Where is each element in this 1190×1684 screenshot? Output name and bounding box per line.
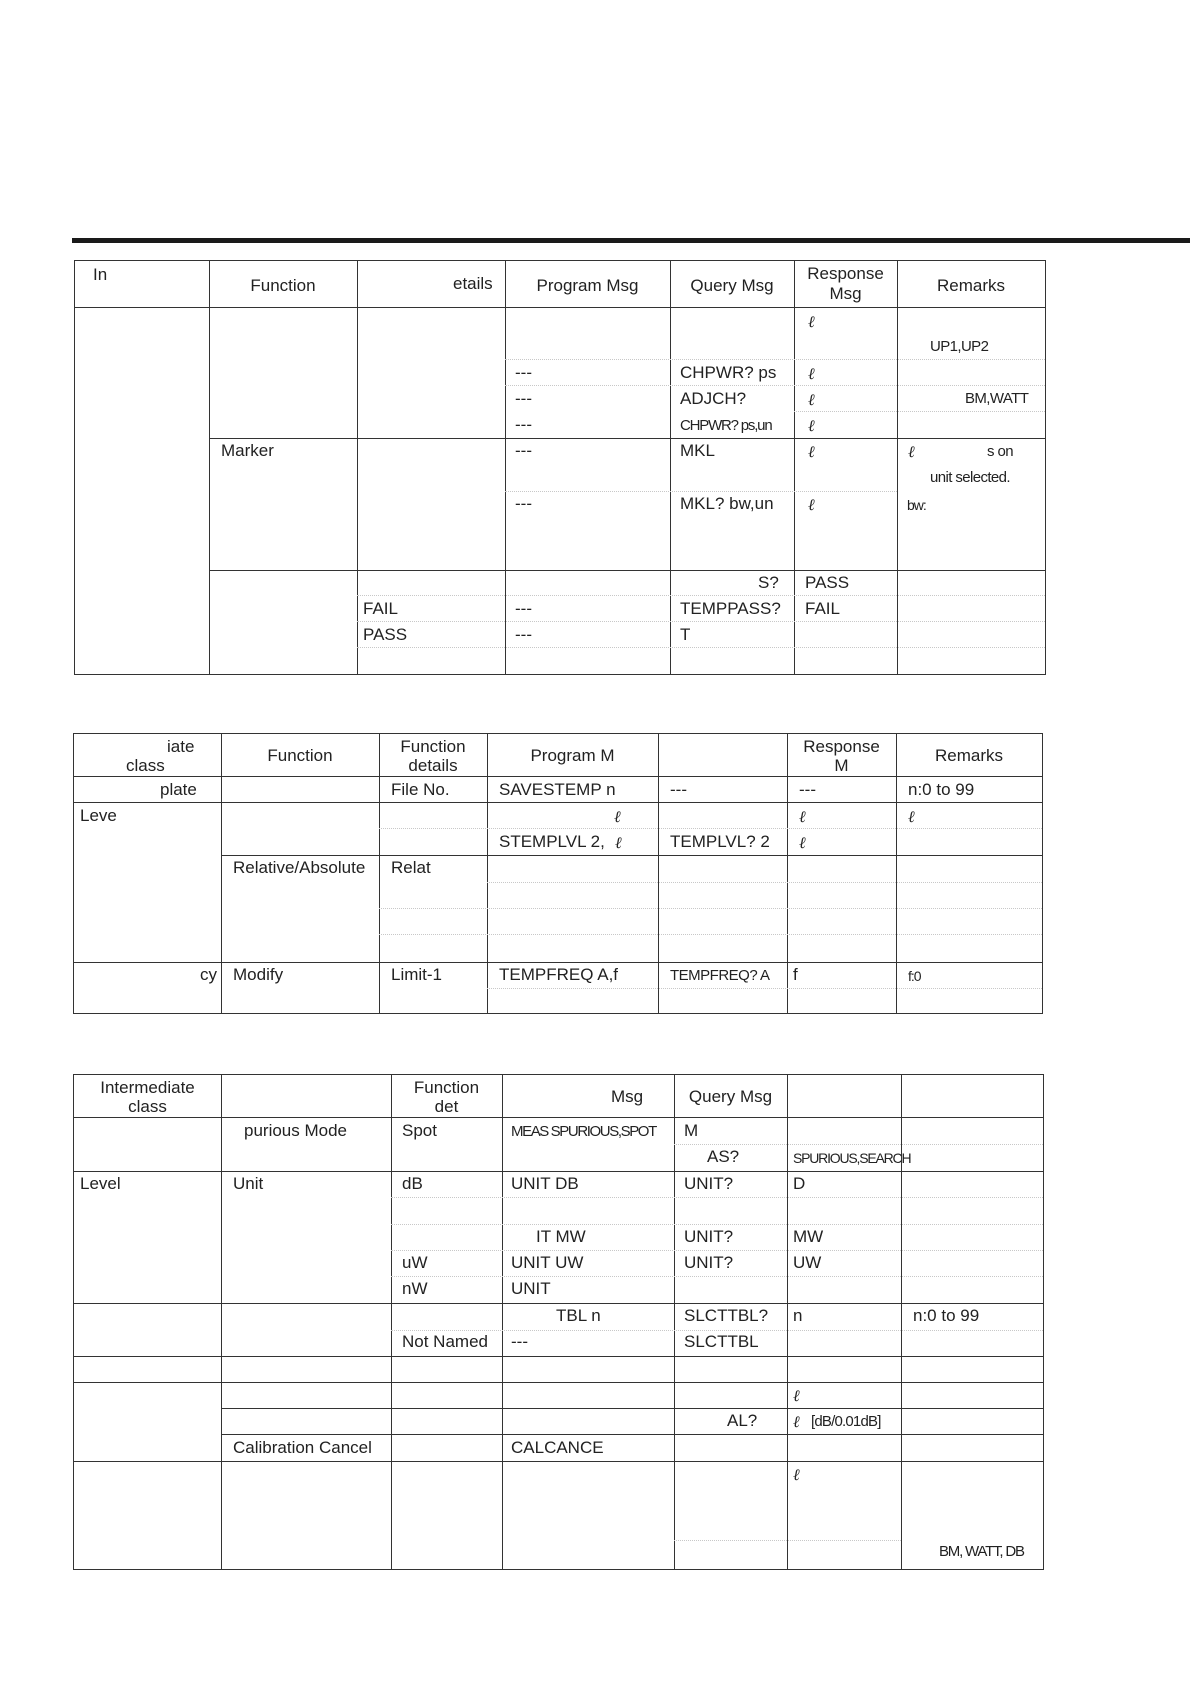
table-cell: ℓ: [808, 390, 815, 409]
header-intermediate-class: In: [93, 265, 108, 284]
table-cell: ℓ: [614, 807, 621, 826]
table-cell: ---: [799, 780, 816, 799]
table-cell: nW: [402, 1279, 428, 1298]
table-cell: n: [793, 1306, 803, 1325]
table-cell: File No.: [391, 780, 450, 799]
table-cell: UP1,UP2: [930, 338, 989, 355]
table-cell: UNIT?: [684, 1227, 734, 1246]
table-cell: D: [793, 1174, 806, 1193]
table-cell: MKL? bw,un: [680, 494, 774, 513]
table-cell: AL?: [727, 1411, 758, 1430]
table-cell: SLCTTBL: [684, 1332, 759, 1351]
table-cell: CHPWR? ps: [680, 363, 777, 382]
header-response-msg-line1: Response: [803, 737, 880, 756]
table-cell: ---: [515, 415, 532, 434]
table-cell: Relat: [391, 858, 431, 877]
header-intermediate-class: iate: [167, 737, 195, 756]
table-cell: ---: [515, 389, 532, 408]
table-cell: IT MW: [536, 1227, 586, 1246]
table-cell: ---: [670, 780, 687, 799]
table-cell: Unit: [233, 1174, 264, 1193]
table-cell: ---: [511, 1332, 528, 1351]
table-cell: Calibration Cancel: [233, 1438, 372, 1457]
table-cell: MEAS SPURIOUS,SPOT: [511, 1123, 656, 1140]
table-cell: ---: [515, 599, 532, 618]
table-cell: Level: [80, 1174, 121, 1193]
header-response-msg-line1: Response: [807, 264, 884, 283]
table-cell: unit selected.: [930, 469, 1010, 486]
table-cell: Relative/Absolute: [233, 858, 366, 877]
header-program-msg: Msg: [611, 1087, 644, 1106]
table-cell: ---: [515, 363, 532, 382]
table-cell: SLCTTBL?: [684, 1306, 769, 1325]
table-cell: ADJCH?: [680, 389, 747, 408]
header-query-msg: Query Msg: [690, 276, 774, 295]
command-table-1: [74, 260, 1046, 675]
table-cell: ℓ: [808, 495, 815, 514]
table-cell: ℓ: [908, 807, 915, 826]
table-cell: ℓ: [808, 364, 815, 383]
table-cell: CHPWR? ps,un: [680, 417, 772, 434]
table-cell: UNIT DB: [511, 1174, 579, 1193]
header-remarks: Remarks: [936, 276, 1005, 295]
table-cell: Spot: [402, 1121, 437, 1140]
table-cell: ---: [515, 494, 532, 513]
table-cell: cy: [200, 965, 217, 984]
header-function-details-line1: Function: [413, 1078, 480, 1097]
header-function-details: etails: [453, 274, 493, 293]
table-cell: Limit-1: [391, 965, 443, 984]
table-cell: purious Mode: [244, 1121, 348, 1140]
table-cell: uW: [402, 1253, 428, 1272]
header-program-msg: Program M: [530, 746, 615, 765]
table-cell: ℓ: [799, 833, 806, 852]
table-cell: ---: [515, 441, 532, 460]
table-cell: PASS: [805, 573, 850, 592]
table-cell: Modify: [233, 965, 284, 984]
table-cell: ℓ: [793, 1465, 800, 1484]
table-cell: ℓ: [908, 442, 915, 461]
header-intermediate-class-line2: class: [128, 1097, 167, 1116]
table-cell: n:0 to 99: [913, 1306, 980, 1325]
table-cell: ℓ: [808, 312, 815, 331]
table-cell: Leve: [80, 806, 117, 825]
table-cell: STEMPLVL 2,: [499, 832, 605, 851]
table-cell: UNIT UW: [511, 1253, 584, 1272]
table-cell: MW: [793, 1227, 824, 1246]
table-cell: ℓ: [808, 442, 815, 461]
table-cell: Marker: [221, 441, 274, 460]
table-cell: UNIT: [511, 1279, 551, 1298]
header-function: Function: [267, 746, 333, 765]
table-cell: Not Named: [402, 1332, 488, 1351]
table-cell: UNIT?: [684, 1174, 734, 1193]
command-table-3: [73, 1074, 1044, 1570]
table-cell: TEMPPASS?: [680, 599, 781, 618]
table-cell: f:0: [908, 968, 921, 984]
table-cell: bw:: [907, 497, 926, 513]
command-table-2: [73, 733, 1043, 1014]
header-intermediate-class-line2: class: [126, 756, 165, 775]
table-cell: ---: [515, 625, 532, 644]
table-cell: ℓ: [793, 1412, 800, 1431]
table-cell: SPURIOUS,SEARCH: [793, 1150, 911, 1166]
header-program-msg: Program Msg: [536, 276, 639, 295]
table-cell: f: [793, 965, 798, 984]
table-cell: BM,WATT: [965, 390, 1029, 407]
table-cell: ℓ: [793, 1386, 800, 1405]
table-cell: dB: [402, 1174, 423, 1193]
header-function-details-line1: Function: [400, 737, 466, 756]
header-function-details-line2: details: [408, 756, 458, 775]
table-cell: BM, WATT, DB: [939, 1543, 1024, 1560]
table-cell: SAVESTEMP n: [499, 780, 616, 799]
table-cell: TEMPFREQ A,f: [499, 965, 619, 984]
table-cell: TEMPLVL? 2: [670, 832, 770, 851]
table-cell: M: [684, 1121, 699, 1140]
table-cell: AS?: [707, 1147, 740, 1166]
table-cell: UNIT?: [684, 1253, 734, 1272]
table-cell: CALCANCE: [511, 1438, 604, 1457]
table-cell: ℓ: [808, 416, 815, 435]
header-query-msg: Query Msg: [688, 1087, 773, 1106]
table-cell: TBL n: [556, 1306, 601, 1325]
header-remarks: Remarks: [934, 746, 1003, 765]
table-cell: UW: [793, 1253, 822, 1272]
section-rule: [72, 238, 1190, 243]
table-cell: n:0 to 99: [908, 780, 975, 799]
table-cell: PASS: [363, 625, 408, 644]
header-response-msg-line2: Msg: [829, 284, 862, 303]
header-function: Function: [250, 276, 316, 295]
table-cell: T: [680, 625, 691, 644]
table-cell: plate: [160, 780, 197, 799]
table-cell: ℓ: [615, 833, 622, 852]
table-cell: S?: [758, 573, 779, 592]
table-cell: FAIL: [805, 599, 840, 618]
table-cell: ℓ: [799, 807, 806, 826]
table-cell: TEMPFREQ? A: [670, 967, 770, 984]
header-intermediate-class: Intermediate: [100, 1078, 195, 1097]
table-cell: [dB/0.01dB]: [811, 1413, 881, 1430]
header-response-msg-line2: M: [834, 756, 849, 775]
table-cell: s on: [987, 443, 1013, 460]
table-cell: MKL: [680, 441, 715, 460]
table-cell: FAIL: [363, 599, 398, 618]
header-function-details-line2: det: [434, 1097, 459, 1116]
